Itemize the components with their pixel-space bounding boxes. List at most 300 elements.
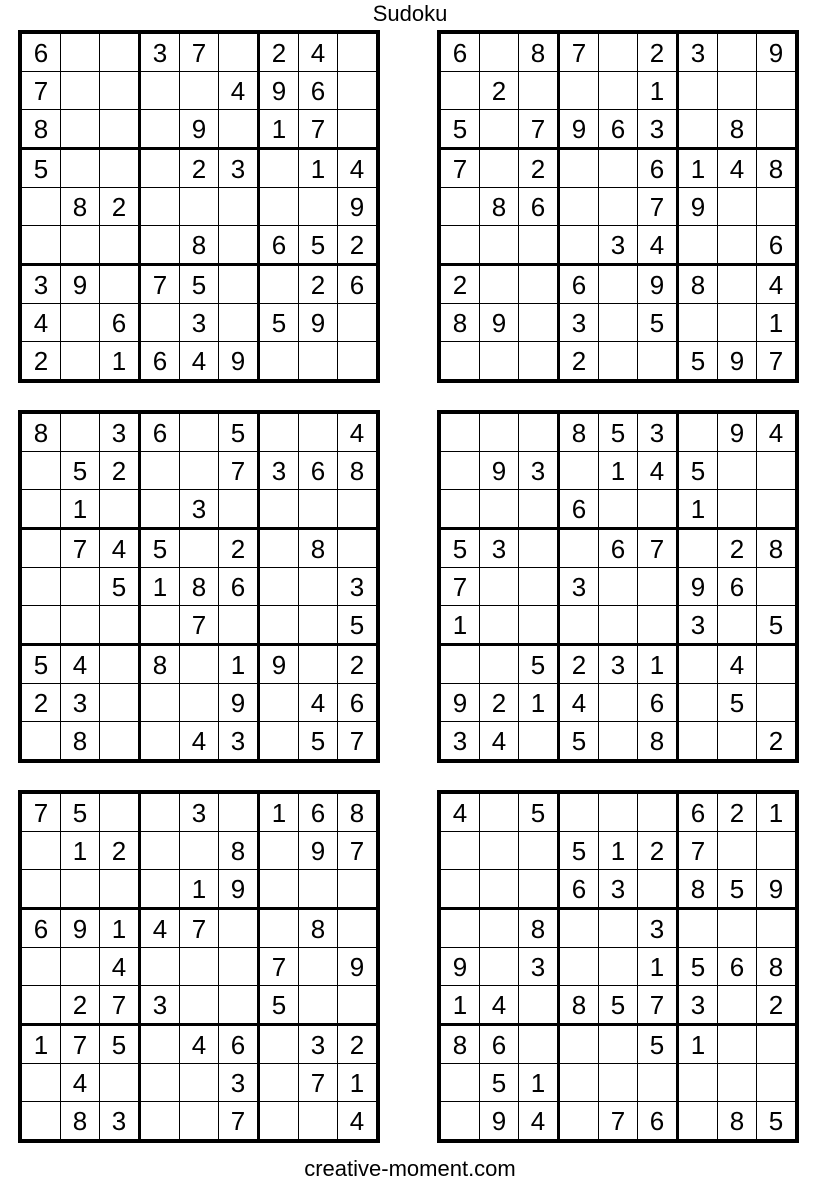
sudoku-cell-empty — [180, 72, 219, 110]
sudoku-cell-given: 9 — [757, 870, 798, 909]
sudoku-cell-given: 2 — [638, 832, 678, 870]
sudoku-cell-given: 4 — [338, 1102, 379, 1142]
sudoku-cell-given: 4 — [559, 684, 599, 722]
sudoku-cell-given: 7 — [140, 265, 180, 304]
sudoku-cell-given: 5 — [757, 1102, 798, 1142]
sudoku-cell-empty — [140, 684, 180, 722]
sudoku-cell-given: 1 — [20, 1025, 61, 1064]
sudoku-cell-empty — [219, 490, 259, 529]
sudoku-row — [20, 304, 378, 342]
sudoku-cell-given: 7 — [757, 342, 798, 382]
sudoku-cell-given: 3 — [559, 568, 599, 606]
sudoku-cell-given: 1 — [439, 606, 480, 645]
sudoku-cell-given: 5 — [259, 986, 299, 1025]
sudoku-cell-given: 5 — [678, 948, 718, 986]
sudoku-cell-empty — [599, 1025, 638, 1064]
sudoku-cell-empty — [519, 832, 559, 870]
sudoku-cell-given: 9 — [757, 32, 798, 72]
sudoku-cell-empty — [757, 188, 798, 226]
sudoku-cell-empty — [219, 226, 259, 265]
sudoku-grid-2 — [437, 30, 799, 383]
sudoku-cell-given: 1 — [61, 832, 100, 870]
sudoku-cell-given: 4 — [480, 722, 519, 762]
sudoku-cell-empty — [338, 986, 379, 1025]
sudoku-row — [439, 265, 797, 304]
sudoku-cell-given: 7 — [219, 452, 259, 490]
sudoku-cell-empty — [480, 149, 519, 188]
sudoku-row — [439, 986, 797, 1025]
sudoku-cell-given: 6 — [480, 1025, 519, 1064]
sudoku-cell-empty — [718, 722, 757, 762]
sudoku-cell-empty — [259, 529, 299, 568]
sudoku-cell-empty — [439, 645, 480, 684]
sudoku-cell-given: 6 — [439, 32, 480, 72]
sudoku-cell-given: 4 — [180, 1025, 219, 1064]
sudoku-cell-empty — [480, 32, 519, 72]
sudoku-cell-empty — [100, 149, 140, 188]
sudoku-cell-given: 9 — [259, 645, 299, 684]
sudoku-cell-given: 4 — [338, 149, 379, 188]
sudoku-cell-empty — [100, 32, 140, 72]
sudoku-cell-empty — [519, 226, 559, 265]
sudoku-cell-given: 3 — [519, 948, 559, 986]
sudoku-cell-given: 7 — [439, 568, 480, 606]
sudoku-cell-empty — [480, 832, 519, 870]
sudoku-cell-empty — [20, 529, 61, 568]
sudoku-row — [20, 792, 378, 832]
sudoku-cell-empty — [599, 909, 638, 948]
sudoku-cell-given: 8 — [180, 568, 219, 606]
sudoku-cell-empty — [678, 529, 718, 568]
sudoku-cell-given: 8 — [299, 529, 338, 568]
sudoku-cell-given: 1 — [259, 110, 299, 149]
sudoku-cell-empty — [757, 1025, 798, 1064]
sudoku-cell-given: 7 — [299, 1064, 338, 1102]
sudoku-cell-given: 2 — [100, 452, 140, 490]
sudoku-cell-empty — [259, 568, 299, 606]
sudoku-cell-given: 5 — [718, 870, 757, 909]
sudoku-cell-given: 8 — [757, 948, 798, 986]
sudoku-cell-empty — [100, 1064, 140, 1102]
sudoku-cell-given: 4 — [718, 645, 757, 684]
sudoku-cell-empty — [140, 226, 180, 265]
sudoku-cell-empty — [20, 606, 61, 645]
sudoku-cell-empty — [299, 986, 338, 1025]
sudoku-cell-empty — [20, 490, 61, 529]
sudoku-cell-empty — [61, 568, 100, 606]
sudoku-cell-given: 4 — [299, 32, 338, 72]
sudoku-cell-empty — [757, 909, 798, 948]
sudoku-cell-empty — [480, 265, 519, 304]
sudoku-cell-empty — [140, 110, 180, 149]
sudoku-cell-given: 6 — [259, 226, 299, 265]
sudoku-cell-given: 8 — [757, 149, 798, 188]
sudoku-cell-given: 5 — [20, 149, 61, 188]
sudoku-row — [439, 72, 797, 110]
sudoku-cell-empty — [259, 1102, 299, 1142]
sudoku-cell-empty — [519, 722, 559, 762]
sudoku-grid-1 — [18, 30, 380, 383]
sudoku-cell-given: 3 — [140, 986, 180, 1025]
sudoku-cell-empty — [180, 645, 219, 684]
sudoku-cell-given: 6 — [718, 568, 757, 606]
sudoku-cell-given: 9 — [480, 304, 519, 342]
sudoku-cell-empty — [638, 606, 678, 645]
sudoku-cell-given: 2 — [180, 149, 219, 188]
sudoku-cell-given: 4 — [140, 909, 180, 948]
sudoku-cell-given: 8 — [140, 645, 180, 684]
sudoku-cell-given: 2 — [638, 32, 678, 72]
sudoku-cell-empty — [219, 948, 259, 986]
sudoku-row — [20, 490, 378, 529]
sudoku-cell-given: 6 — [757, 226, 798, 265]
sudoku-cell-empty — [299, 1102, 338, 1142]
sudoku-cell-given: 9 — [219, 870, 259, 909]
sudoku-cell-given: 7 — [180, 606, 219, 645]
sudoku-cell-given: 8 — [678, 870, 718, 909]
sudoku-cell-given: 6 — [219, 1025, 259, 1064]
sudoku-cell-empty — [140, 1025, 180, 1064]
sudoku-cell-empty — [519, 72, 559, 110]
sudoku-cell-given: 3 — [678, 986, 718, 1025]
sudoku-cell-given: 6 — [559, 265, 599, 304]
sudoku-cell-empty — [480, 606, 519, 645]
sudoku-cell-empty — [20, 568, 61, 606]
sudoku-cell-given: 1 — [100, 909, 140, 948]
sudoku-cell-empty — [100, 722, 140, 762]
sudoku-row — [439, 490, 797, 529]
sudoku-cell-given: 6 — [20, 32, 61, 72]
sudoku-cell-empty — [140, 1064, 180, 1102]
sudoku-row — [20, 832, 378, 870]
sudoku-row — [20, 265, 378, 304]
sudoku-cell-empty — [20, 1102, 61, 1142]
sudoku-cell-given: 5 — [678, 452, 718, 490]
sudoku-cell-given: 4 — [480, 986, 519, 1025]
sudoku-cell-given: 3 — [61, 684, 100, 722]
sudoku-cell-given: 7 — [61, 1025, 100, 1064]
sudoku-cell-given: 8 — [338, 792, 379, 832]
sudoku-cell-given: 2 — [61, 986, 100, 1025]
sudoku-cell-empty — [20, 986, 61, 1025]
sudoku-cell-given: 9 — [259, 72, 299, 110]
sudoku-cell-given: 4 — [20, 304, 61, 342]
sudoku-cell-given: 3 — [180, 304, 219, 342]
sudoku-cell-given: 3 — [480, 529, 519, 568]
sudoku-cell-empty — [519, 1025, 559, 1064]
sudoku-cell-given: 5 — [61, 792, 100, 832]
sudoku-cell-given: 1 — [638, 72, 678, 110]
sudoku-cell-given: 5 — [599, 986, 638, 1025]
sudoku-cell-empty — [439, 870, 480, 909]
sudoku-row — [20, 32, 378, 72]
sudoku-cell-given: 9 — [638, 265, 678, 304]
sudoku-cell-empty — [678, 645, 718, 684]
sudoku-cell-given: 8 — [61, 1102, 100, 1142]
sudoku-cell-given: 4 — [219, 72, 259, 110]
sudoku-cell-empty — [299, 948, 338, 986]
sudoku-cell-empty — [718, 1025, 757, 1064]
sudoku-cell-empty — [259, 832, 299, 870]
sudoku-cell-empty — [100, 870, 140, 909]
sudoku-cell-given: 2 — [480, 72, 519, 110]
sudoku-cell-given: 6 — [219, 568, 259, 606]
sudoku-row — [20, 986, 378, 1025]
sudoku-cell-given: 6 — [678, 792, 718, 832]
sudoku-cell-given: 6 — [299, 72, 338, 110]
sudoku-cell-empty — [559, 188, 599, 226]
sudoku-row — [439, 684, 797, 722]
sudoku-cell-empty — [219, 188, 259, 226]
sudoku-cell-given: 8 — [559, 412, 599, 452]
sudoku-cell-given: 7 — [338, 832, 379, 870]
sudoku-cell-empty — [180, 529, 219, 568]
sudoku-cell-empty — [338, 304, 379, 342]
sudoku-cell-empty — [140, 452, 180, 490]
sudoku-cell-given: 2 — [480, 684, 519, 722]
sudoku-row — [439, 149, 797, 188]
sudoku-cell-empty — [61, 948, 100, 986]
sudoku-cell-given: 3 — [140, 32, 180, 72]
sudoku-cell-given: 2 — [338, 1025, 379, 1064]
sudoku-row — [20, 72, 378, 110]
sudoku-cell-empty — [439, 342, 480, 382]
sudoku-cell-empty — [718, 986, 757, 1025]
sudoku-cell-given: 5 — [718, 684, 757, 722]
sudoku-cell-given: 4 — [61, 645, 100, 684]
sudoku-cell-given: 9 — [180, 110, 219, 149]
sudoku-cell-empty — [61, 72, 100, 110]
sudoku-cell-empty — [219, 986, 259, 1025]
sudoku-cell-given: 1 — [599, 452, 638, 490]
sudoku-cell-empty — [338, 529, 379, 568]
sudoku-cell-given: 3 — [219, 1064, 259, 1102]
sudoku-cell-empty — [259, 342, 299, 382]
sudoku-cell-empty — [480, 568, 519, 606]
sudoku-cell-empty — [718, 606, 757, 645]
sudoku-cell-given: 6 — [519, 188, 559, 226]
sudoku-cell-empty — [480, 909, 519, 948]
sudoku-cell-given: 8 — [757, 529, 798, 568]
sudoku-cell-empty — [559, 606, 599, 645]
sudoku-cell-empty — [757, 72, 798, 110]
sudoku-cell-empty — [678, 226, 718, 265]
sudoku-cell-empty — [718, 1064, 757, 1102]
sudoku-cell-given: 2 — [20, 684, 61, 722]
sudoku-cell-empty — [259, 149, 299, 188]
sudoku-cell-given: 6 — [299, 792, 338, 832]
sudoku-cell-given: 9 — [338, 948, 379, 986]
sudoku-cell-empty — [678, 110, 718, 149]
sudoku-cell-empty — [61, 342, 100, 382]
sudoku-cell-empty — [678, 72, 718, 110]
sudoku-cell-given: 1 — [757, 792, 798, 832]
sudoku-cell-given: 7 — [559, 32, 599, 72]
sudoku-cell-given: 3 — [599, 870, 638, 909]
sudoku-row — [439, 188, 797, 226]
sudoku-cell-given: 8 — [519, 32, 559, 72]
sudoku-cell-empty — [678, 304, 718, 342]
sudoku-row — [20, 110, 378, 149]
sudoku-cell-empty — [180, 684, 219, 722]
sudoku-cell-empty — [100, 792, 140, 832]
sudoku-cell-empty — [299, 412, 338, 452]
sudoku-cell-given: 2 — [299, 265, 338, 304]
sudoku-cell-given: 4 — [718, 149, 757, 188]
sudoku-cell-empty — [259, 412, 299, 452]
sudoku-grid-4 — [437, 410, 799, 763]
sudoku-cell-empty — [338, 342, 379, 382]
sudoku-cell-given: 1 — [599, 832, 638, 870]
sudoku-cell-empty — [559, 1025, 599, 1064]
sudoku-cell-empty — [180, 1064, 219, 1102]
sudoku-cell-given: 9 — [480, 1102, 519, 1142]
sudoku-cell-given: 3 — [599, 645, 638, 684]
sudoku-cell-given: 5 — [20, 645, 61, 684]
sudoku-cell-empty — [757, 110, 798, 149]
sudoku-cell-empty — [20, 188, 61, 226]
sudoku-cell-empty — [559, 452, 599, 490]
sudoku-cell-empty — [599, 568, 638, 606]
sudoku-cell-given: 5 — [439, 529, 480, 568]
sudoku-cell-given: 1 — [140, 568, 180, 606]
sudoku-cell-given: 6 — [20, 909, 61, 948]
sudoku-cell-empty — [439, 909, 480, 948]
sudoku-row — [439, 870, 797, 909]
sudoku-cell-empty — [599, 792, 638, 832]
sudoku-cell-given: 3 — [638, 412, 678, 452]
sudoku-cell-given: 9 — [299, 832, 338, 870]
sudoku-cell-empty — [559, 792, 599, 832]
sudoku-cell-empty — [180, 832, 219, 870]
sudoku-cell-empty — [299, 188, 338, 226]
sudoku-cell-empty — [678, 909, 718, 948]
sudoku-cell-empty — [61, 110, 100, 149]
sudoku-row — [20, 645, 378, 684]
sudoku-cell-given: 8 — [638, 722, 678, 762]
sudoku-cell-empty — [519, 606, 559, 645]
sudoku-cell-given: 9 — [678, 188, 718, 226]
sudoku-cell-given: 4 — [299, 684, 338, 722]
sudoku-cell-empty — [61, 32, 100, 72]
sudoku-cell-empty — [61, 870, 100, 909]
sudoku-cell-empty — [140, 832, 180, 870]
sudoku-cell-empty — [259, 490, 299, 529]
sudoku-cell-empty — [480, 412, 519, 452]
sudoku-row — [439, 1025, 797, 1064]
sudoku-row — [439, 304, 797, 342]
sudoku-cell-given: 2 — [559, 342, 599, 382]
sudoku-cell-given: 9 — [718, 412, 757, 452]
sudoku-cell-empty — [638, 1064, 678, 1102]
sudoku-cell-empty — [219, 110, 259, 149]
sudoku-cell-given: 2 — [439, 265, 480, 304]
sudoku-cell-empty — [439, 1064, 480, 1102]
sudoku-cell-given: 1 — [638, 645, 678, 684]
sudoku-cell-empty — [718, 832, 757, 870]
sudoku-cell-given: 3 — [299, 1025, 338, 1064]
sudoku-cell-empty — [299, 606, 338, 645]
sudoku-grid-3 — [18, 410, 380, 763]
sudoku-cell-given: 1 — [678, 490, 718, 529]
sudoku-cell-empty — [480, 110, 519, 149]
sudoku-cell-empty — [439, 72, 480, 110]
sudoku-cell-empty — [599, 188, 638, 226]
sudoku-cell-empty — [259, 1064, 299, 1102]
sudoku-cell-given: 1 — [519, 1064, 559, 1102]
sudoku-cell-empty — [259, 265, 299, 304]
sudoku-cell-given: 6 — [599, 529, 638, 568]
sudoku-cell-given: 6 — [140, 342, 180, 382]
sudoku-cell-empty — [259, 722, 299, 762]
sudoku-cell-empty — [140, 188, 180, 226]
sudoku-cell-empty — [259, 1025, 299, 1064]
sudoku-cell-empty — [61, 304, 100, 342]
sudoku-cell-given: 9 — [61, 909, 100, 948]
sudoku-cell-empty — [20, 226, 61, 265]
sudoku-row — [439, 452, 797, 490]
sudoku-cell-empty — [20, 1064, 61, 1102]
sudoku-cell-given: 5 — [638, 304, 678, 342]
sudoku-cell-given: 4 — [757, 265, 798, 304]
sudoku-cell-empty — [559, 1064, 599, 1102]
sudoku-cell-given: 8 — [439, 1025, 480, 1064]
sudoku-cell-given: 9 — [61, 265, 100, 304]
sudoku-row — [439, 568, 797, 606]
sudoku-cell-empty — [61, 412, 100, 452]
sudoku-cell-empty — [519, 342, 559, 382]
sudoku-cell-empty — [599, 304, 638, 342]
sudoku-row — [20, 412, 378, 452]
sudoku-cell-given: 3 — [678, 606, 718, 645]
sudoku-cell-empty — [480, 490, 519, 529]
sudoku-cell-empty — [180, 452, 219, 490]
sudoku-cell-empty — [61, 226, 100, 265]
sudoku-cell-empty — [559, 529, 599, 568]
sudoku-cell-given: 6 — [638, 684, 678, 722]
sudoku-cell-given: 6 — [559, 870, 599, 909]
sudoku-row — [439, 645, 797, 684]
sudoku-cell-given: 8 — [519, 909, 559, 948]
sudoku-cell-given: 3 — [100, 412, 140, 452]
sudoku-cell-given: 9 — [338, 188, 379, 226]
sudoku-cell-empty — [180, 986, 219, 1025]
sudoku-cell-empty — [599, 149, 638, 188]
sudoku-cell-empty — [338, 72, 379, 110]
sudoku-cell-given: 9 — [480, 452, 519, 490]
sudoku-cell-empty — [140, 149, 180, 188]
sudoku-cell-given: 7 — [20, 792, 61, 832]
sudoku-cell-given: 3 — [638, 909, 678, 948]
sudoku-cell-empty — [559, 948, 599, 986]
sudoku-cell-empty — [299, 342, 338, 382]
sudoku-cell-given: 7 — [599, 1102, 638, 1142]
sudoku-cell-given: 1 — [439, 986, 480, 1025]
sudoku-cell-empty — [219, 265, 259, 304]
sudoku-grid-5 — [18, 790, 380, 1143]
sudoku-cell-empty — [140, 72, 180, 110]
sudoku-cell-empty — [519, 870, 559, 909]
sudoku-cell-empty — [757, 452, 798, 490]
sudoku-row — [20, 226, 378, 265]
sudoku-cell-given: 3 — [599, 226, 638, 265]
sudoku-row — [439, 722, 797, 762]
sudoku-cell-given: 2 — [100, 188, 140, 226]
sudoku-cell-given: 6 — [140, 412, 180, 452]
sudoku-cell-given: 2 — [757, 722, 798, 762]
sudoku-cell-empty — [638, 870, 678, 909]
sudoku-cell-empty — [140, 948, 180, 986]
